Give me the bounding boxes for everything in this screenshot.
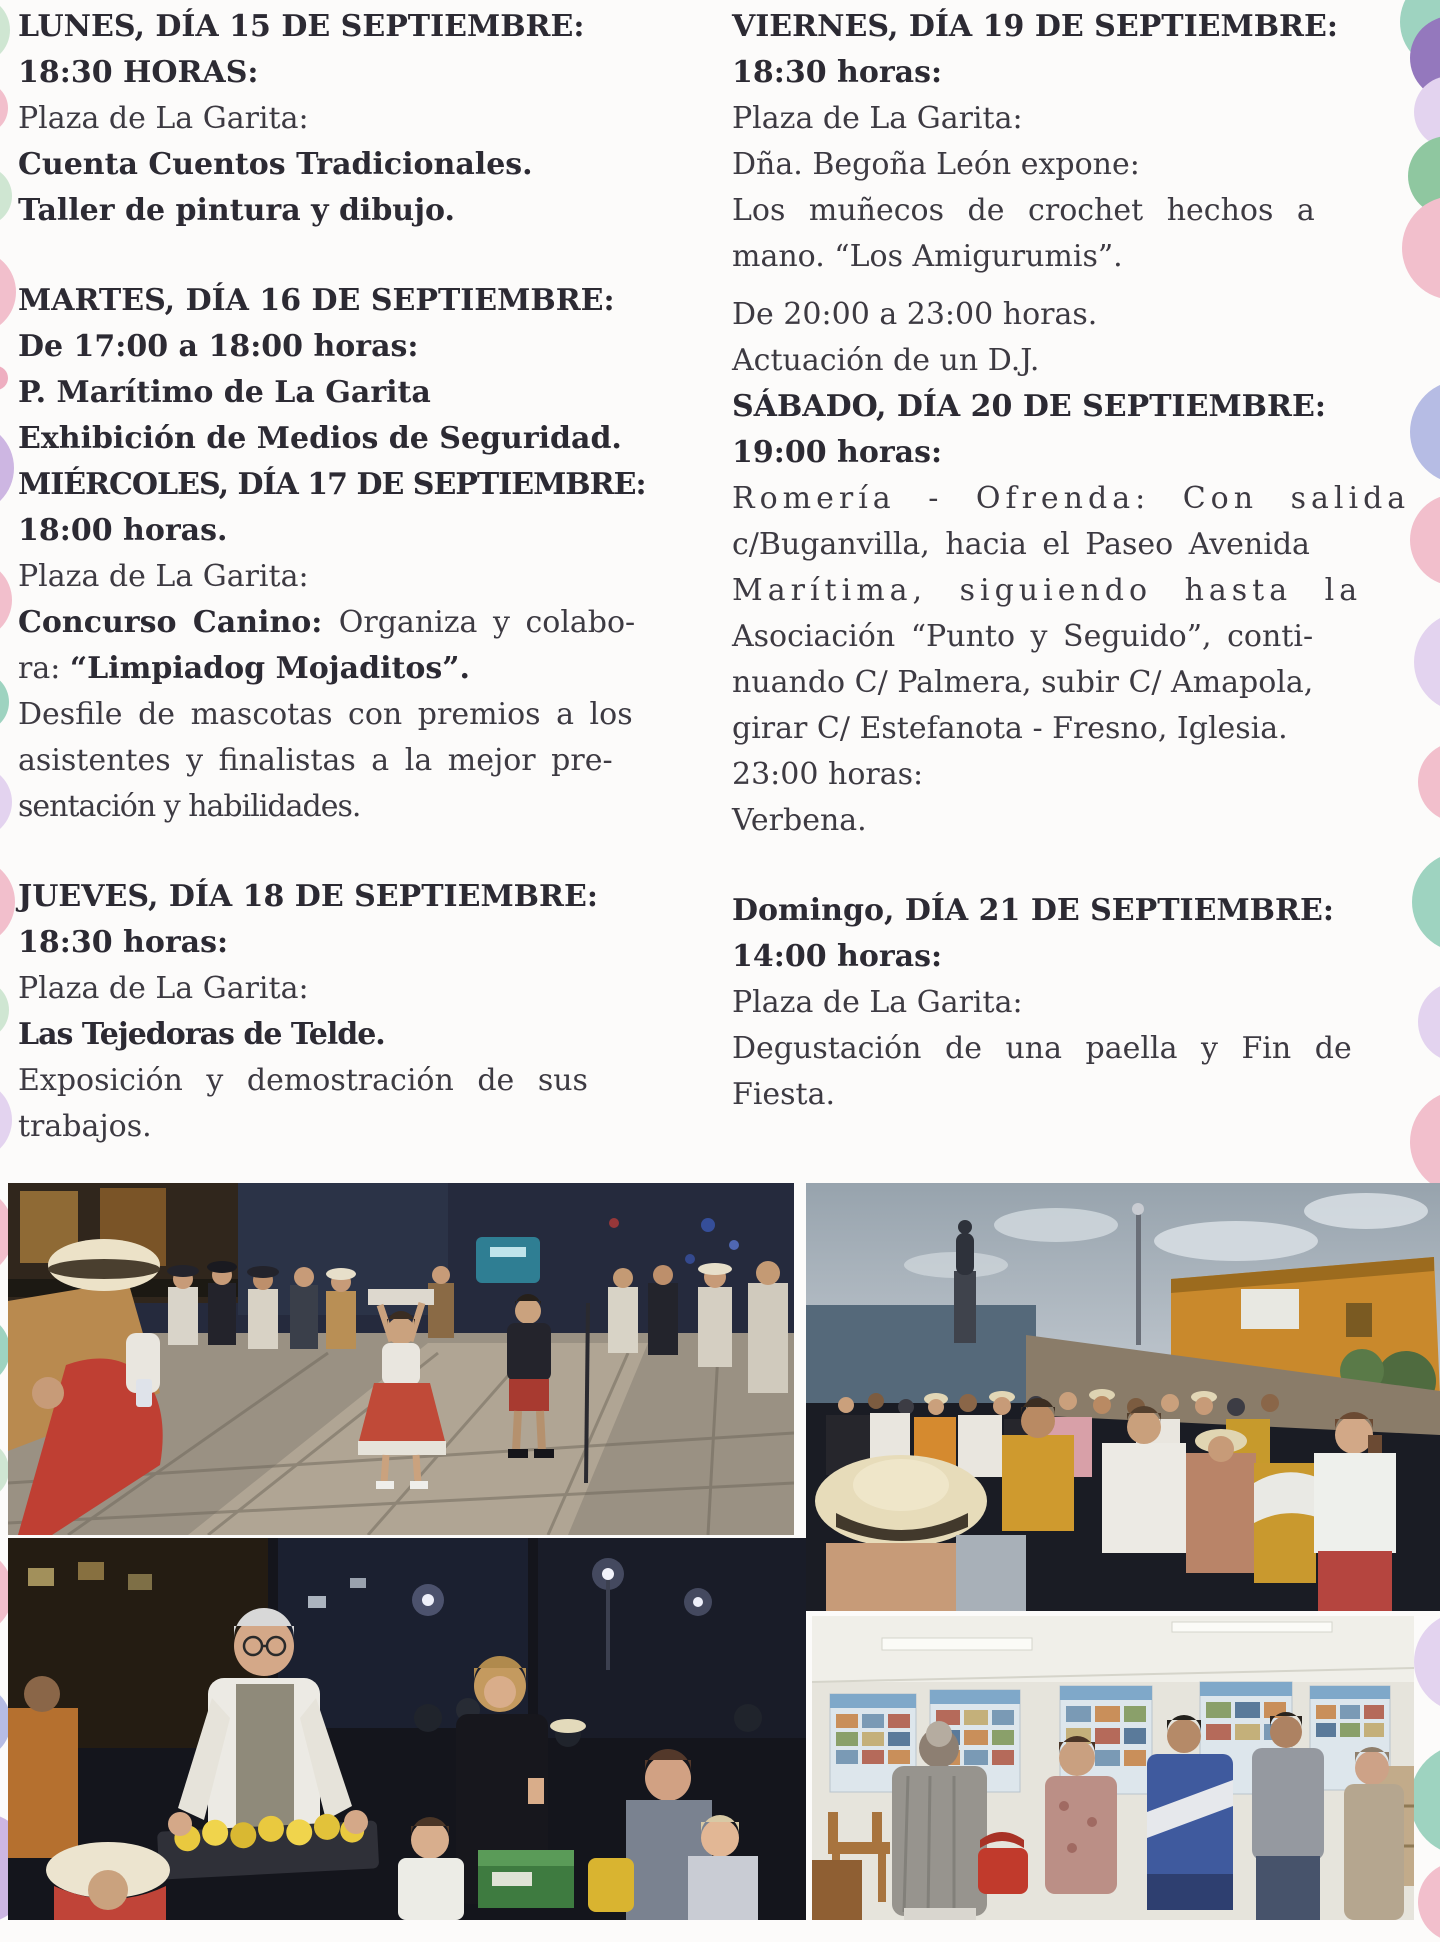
program-text: c/Buganvilla, hacia el Paseo Avenida (732, 527, 1310, 562)
border-circle (0, 672, 9, 732)
program-text-bold: Cuenta Cuentos Tradicionales. (18, 147, 533, 182)
right-column-line-10 (732, 430, 1432, 476)
border-circle (1414, 1612, 1440, 1712)
fruit-offering-illustration (8, 1538, 806, 1920)
program-text-bold: 19:00 horas: (732, 435, 943, 470)
border-circle (1418, 1862, 1440, 1942)
program-text-bold: LUNES, DÍA 15 DE SEPTIEMBRE: (18, 9, 585, 44)
program-column-left (18, 4, 663, 1150)
right-column-line-21 (732, 980, 1432, 1026)
program-text-bold: 18:30 horas: (732, 55, 943, 90)
program-text-bold: “Limpiadog Mojaditos”. (69, 651, 470, 686)
left-column-line-9 (18, 416, 663, 462)
program-text: Degustación de una paella y Fin de (732, 1031, 1352, 1066)
program-text: Marítima, siguiendo hasta la (732, 573, 1363, 608)
right-column-line-22 (732, 1026, 1432, 1072)
program-text-bold: P. Marítimo de La Garita (18, 375, 431, 410)
right-column-line-1 (732, 4, 1432, 50)
right-column-line-15 (732, 660, 1432, 706)
program-text-bold: Concurso Canino: (18, 605, 339, 640)
border-circle (1410, 1744, 1440, 1856)
border-circle (0, 422, 14, 514)
fruit-offering-night-photo (8, 1538, 806, 1920)
right-column-line-5 (732, 188, 1432, 234)
left-column-line-7 (18, 324, 663, 370)
seaside-crowd-illustration (806, 1183, 1440, 1611)
indoor-exhibition-photo (812, 1616, 1414, 1920)
border-circle (0, 766, 12, 838)
program-text: Plaza de La Garita: (732, 101, 1023, 136)
program-text-bold: MARTES, DÍA 16 DE SEPTIEMBRE: (18, 283, 615, 318)
program-text: Actuación de un D.J. (732, 343, 1040, 378)
program-text: sentación y habilidades. (18, 789, 361, 824)
right-column-line-7 (732, 292, 1432, 338)
program-text-bold: 18:30 horas: (18, 925, 229, 960)
right-column-line-13 (732, 568, 1432, 614)
program-text: trabajos. (18, 1109, 152, 1144)
right-column-line-19 (732, 888, 1432, 934)
border-circle (0, 980, 9, 1040)
indoor-exhibition-illustration (812, 1616, 1414, 1920)
left-column-line-22 (18, 1058, 663, 1104)
left-column-line-19 (18, 920, 663, 966)
program-text: Desfile de mascotas con premios a los (18, 697, 633, 732)
right-column-line-17 (732, 752, 1432, 798)
left-column-line-15 (18, 692, 663, 738)
program-text: ra: (18, 651, 70, 686)
left-column-line-13 (18, 600, 663, 646)
program-text: Verbena. (732, 803, 867, 838)
program-text-bold: Taller de pintura y dibujo. (18, 193, 455, 228)
program-text-bold: Exhibición de Medios de Seguridad. (18, 421, 622, 456)
left-column-line-16 (18, 738, 663, 784)
left-column-line-11 (18, 508, 663, 554)
left-column-line-21 (18, 1012, 663, 1058)
program-text-bold: 18:00 horas. (18, 513, 228, 548)
border-circle (0, 560, 12, 640)
program-text: Los muñecos de crochet hechos a (732, 193, 1315, 228)
border-circle (0, 366, 8, 390)
seaside-crowd-dusk-photo (806, 1183, 1440, 1611)
border-circle (0, 250, 16, 334)
left-column-line-4 (18, 142, 663, 188)
left-column-line-23 (18, 1104, 663, 1150)
left-column-line-2 (18, 50, 663, 96)
right-column-line-18 (732, 798, 1432, 844)
right-column-line-2 (732, 50, 1432, 96)
program-text-bold: 14:00 horas: (732, 939, 943, 974)
right-column-line-6 (732, 234, 1432, 280)
right-column-line-12 (732, 522, 1432, 568)
program-text: mano. “Los Amigurumis”. (732, 239, 1123, 274)
right-column-line-4 (732, 142, 1432, 188)
program-text: asistentes y finalistas a la mejor pre- (18, 743, 613, 778)
folk-dance-night-photo (8, 1183, 794, 1535)
left-column-line-18 (18, 874, 663, 920)
program-text-bold: Domingo, DÍA 21 DE SEPTIEMBRE: (732, 893, 1334, 928)
program-text: Plaza de La Garita: (18, 101, 309, 136)
right-column-line-23 (732, 1072, 1432, 1118)
left-column-line-20 (18, 966, 663, 1012)
program-text: girar C/ Estefanota - Fresno, Iglesia. (732, 711, 1288, 746)
border-circle (0, 166, 12, 226)
program-text: De 20:00 a 23:00 horas. (732, 297, 1098, 332)
program-text: Plaza de La Garita: (732, 985, 1023, 1020)
program-text-bold: De 17:00 a 18:00 horas: (18, 329, 419, 364)
program-text: Organiza y colabo- (338, 605, 636, 640)
program-text: nuando C/ Palmera, subir C/ Amapola, (732, 665, 1314, 700)
right-column-line-20 (732, 934, 1432, 980)
program-text: Asociación “Punto y Seguido”, conti- (732, 619, 1314, 654)
right-column-line-14 (732, 614, 1432, 660)
program-text: 23:00 horas: (732, 757, 924, 792)
left-column-line-10 (18, 462, 663, 508)
left-column-line-5 (18, 188, 663, 234)
program-text: Fiesta. (732, 1077, 836, 1112)
border-circle (0, 0, 10, 64)
program-text-bold: VIERNES, DÍA 19 DE SEPTIEMBRE: (732, 9, 1338, 44)
program-text-bold: JUEVES, DÍA 18 DE SEPTIEMBRE: (18, 879, 598, 914)
right-column-line-3 (732, 96, 1432, 142)
right-column-line-8 (732, 338, 1432, 384)
left-column-line-1 (18, 4, 663, 50)
program-text: Dña. Begoña León expone: (732, 147, 1140, 182)
left-column-line-8 (18, 370, 663, 416)
border-circle (0, 858, 15, 946)
program-column-right (732, 4, 1432, 1118)
program-text-bold: SÁBADO, DÍA 20 DE SEPTIEMBRE: (732, 389, 1326, 424)
folk-dance-night-illustration (8, 1183, 794, 1535)
program-text: Plaza de La Garita: (18, 971, 309, 1006)
left-column-line-3 (18, 96, 663, 142)
left-column-line-6 (18, 278, 663, 324)
border-circle (0, 82, 8, 134)
border-circle (0, 1080, 12, 1160)
program-text-bold: Las Tejedoras de Telde. (18, 1017, 385, 1052)
program-text-bold: MIÉRCOLES, DÍA 17 DE SEPTIEMBRE: (18, 467, 646, 502)
program-text-bold: 18:30 HORAS: (18, 55, 259, 90)
program-text: Romería - Ofrenda: Con salida (732, 481, 1411, 516)
right-column-line-11 (732, 476, 1432, 522)
left-column-line-17 (18, 784, 663, 830)
left-column-line-14 (18, 646, 663, 692)
program-text: Plaza de La Garita: (18, 559, 309, 594)
left-column-line-12 (18, 554, 663, 600)
program-text: Exposición y demostración de sus (18, 1063, 588, 1098)
right-column-line-16 (732, 706, 1432, 752)
right-column-line-9 (732, 384, 1432, 430)
